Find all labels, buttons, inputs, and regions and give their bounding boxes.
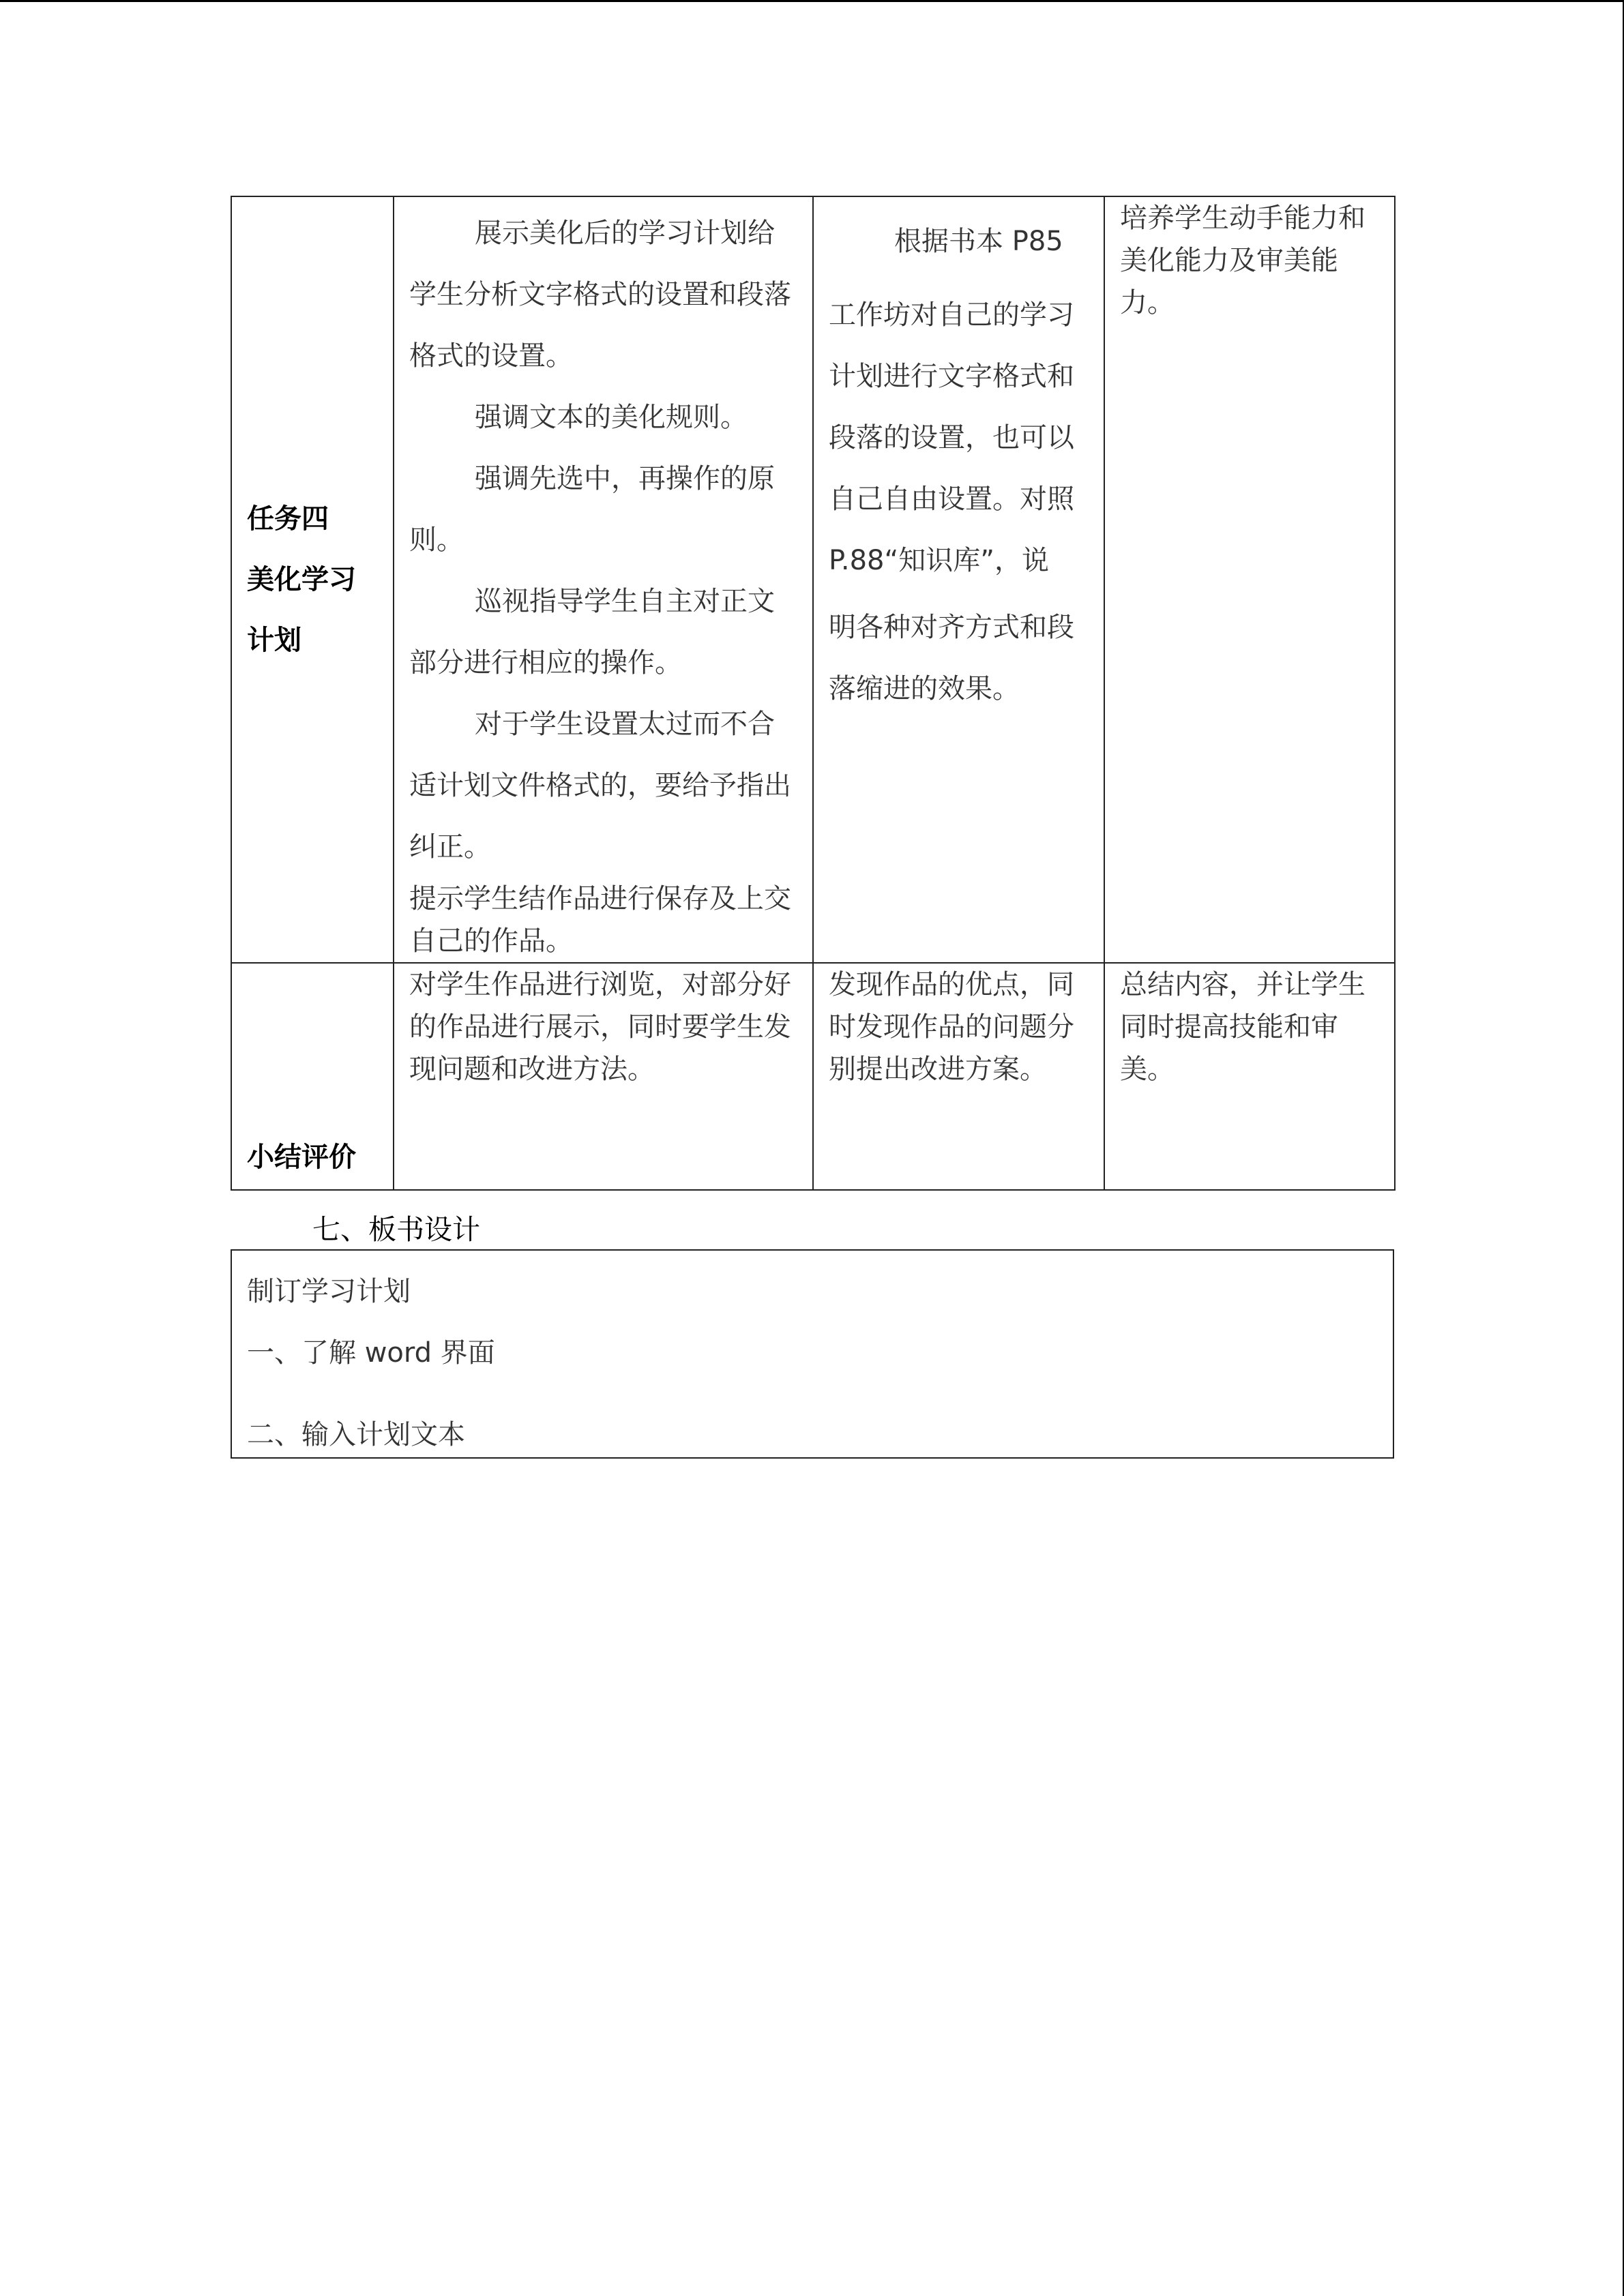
task-name-line-3: 计划 [247, 624, 301, 656]
summary-student-text: 发现作品的优点，同时发现作品的问题分别提出改进方案。 [829, 969, 1074, 1085]
page-top-border [0, 0, 1624, 2]
board-item-1: 一、了解 word 界面 [247, 1337, 495, 1369]
summary-label: 小结评价 [247, 1142, 356, 1173]
teacher-paragraph-3: 强调先选中，再操作的原则。 [409, 463, 775, 556]
goal-cell [1104, 196, 1395, 963]
task-name-cell [231, 196, 394, 963]
summary-goal-cell [1104, 963, 1395, 1190]
teacher-paragraph-4: 巡视指导学生自主对正文部分进行相应的操作。 [409, 586, 775, 679]
teacher-paragraph-tail: 提示学生结作品进行保存及上交自己的作品。 [409, 883, 791, 957]
teacher-paragraph-2: 强调文本的美化规则。 [475, 402, 748, 433]
task-four-row [231, 196, 1395, 963]
goal-text: 培养学生动手能力和美化能力及审美能力。 [1120, 203, 1365, 318]
summary-student-cell [813, 963, 1104, 1190]
board-title: 制订学习计划 [247, 1276, 411, 1307]
student-tail-text: 明各种对齐方式和段落缩进的效果。 [829, 612, 1074, 704]
student-activity-cell [813, 196, 1104, 963]
lesson-plan-table [231, 196, 1396, 1191]
summary-teacher-text: 对学生作品进行浏览，对部分好的作品进行展示，同时要学生发现问题和改进方法。 [409, 969, 791, 1085]
summary-label-cell [231, 963, 394, 1190]
board-design-box [231, 1249, 1394, 1459]
summary-teacher-cell [394, 963, 813, 1190]
task-name-line-2: 美化学习 [247, 563, 356, 595]
teacher-paragraph-1: 展示美化后的学习计划给学生分析文字格式的设置和段落格式的设置。 [409, 218, 791, 372]
board-design-heading: 七、板书设计 [312, 1213, 480, 1246]
summary-row [231, 963, 1395, 1190]
teacher-activity-cell [394, 196, 813, 963]
student-body-text: 工作坊对自己的学习计划进行文字格式和段落的设置，也可以自己自由设置。对照 P.88“知识库”，说 [829, 299, 1074, 576]
summary-goal-text: 总结内容，并让学生同时提高技能和审美。 [1120, 969, 1365, 1085]
board-item-2: 二、输入计划文本 [247, 1419, 465, 1450]
task-name-line-1: 任务四 [247, 503, 329, 535]
teacher-paragraph-5: 对于学生设置太过而不合适计划文件格式的，要给予指出纠正。 [409, 709, 791, 863]
student-lead-line: 根据书本 P85 [894, 226, 1063, 257]
